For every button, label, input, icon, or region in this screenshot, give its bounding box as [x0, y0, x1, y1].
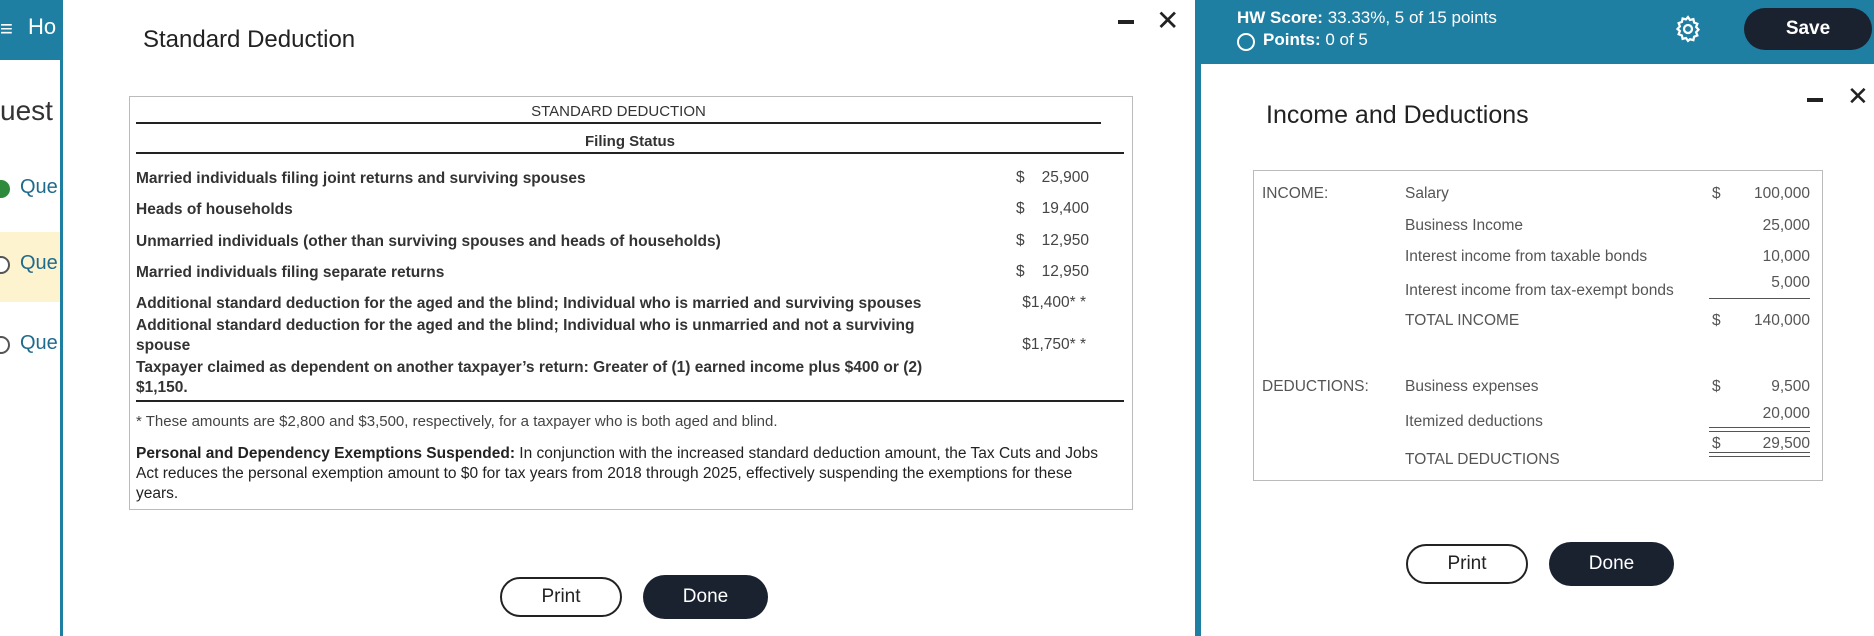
income-deductions-table [1253, 170, 1823, 481]
row-currency: $ [1016, 263, 1025, 280]
income-item-label: Interest income from tax-exempt bonds [1405, 282, 1674, 299]
total-double-underline [1709, 452, 1810, 457]
question-item-label: Que [20, 252, 58, 274]
income-item-currency: $ [1712, 312, 1721, 329]
standard-deduction-modal [60, 0, 1198, 636]
income-item-value: 140,000 [1753, 312, 1810, 329]
exemption-text: In conjunction with the increased standard deduction amount, the Tax Cuts and Jobs Act reduces the personal exemption amount to $0 for tax years from 2018 through 2025, effectively suspending the exemptions for these years. [136, 445, 1099, 502]
divider [136, 400, 1124, 402]
hw-points [1263, 30, 1368, 50]
hw-score-value: 33.33%, 5 of 15 points [1322, 8, 1497, 27]
income-item-label: Interest income from taxable bonds [1405, 248, 1648, 265]
income-item-value: 5,000 [1771, 274, 1810, 291]
home-link[interactable]: Ho [28, 14, 57, 39]
print-button[interactable]: Print [1406, 544, 1528, 584]
filing-status-header: Filing Status [136, 133, 1124, 154]
question-item-label: Que [20, 332, 58, 354]
footnote: * These amounts are $2,800 and $3,500, respectively, for a taxpayer who is both aged and blind. [136, 413, 778, 430]
deduction-item-label: Itemized deductions [1405, 413, 1543, 430]
row-label: Married individuals filing joint returns and surviving spouses [136, 170, 586, 187]
question-item-label: Que [20, 176, 58, 198]
row-value: 19,400 [1041, 200, 1089, 217]
background-header [0, 0, 60, 60]
question-item[interactable] [0, 232, 60, 302]
question-item[interactable] [0, 156, 60, 226]
row-label: Taxpayer claimed as dependent on another taxpayer’s return: Greater of (1) earned income plus $400 or (2) $1,150. [136, 359, 923, 396]
exemption-note [136, 444, 1116, 504]
done-button[interactable]: Done [1549, 542, 1674, 586]
income-item-label: Salary [1405, 185, 1449, 202]
income-item-currency: $ [1712, 185, 1721, 202]
hw-score-label: HW Score: [1237, 8, 1323, 27]
row-value: 12,950 [1041, 263, 1089, 280]
income-label: INCOME: [1262, 185, 1329, 202]
standard-deduction-table [129, 96, 1133, 510]
subtotal-line [1709, 427, 1810, 428]
income-item-value: 25,000 [1762, 217, 1810, 234]
total-top-line [1709, 431, 1810, 432]
radio-icon [0, 256, 10, 274]
deduction-item-value: 9,500 [1771, 378, 1810, 395]
row-value: 25,900 [1041, 169, 1089, 186]
deduction-item-currency: $ [1712, 435, 1721, 452]
income-deductions-modal [1201, 62, 1874, 636]
row-label: Heads of households [136, 201, 293, 218]
gear-icon[interactable] [1673, 14, 1703, 44]
hw-score [1237, 8, 1497, 28]
row-currency: $ [1016, 232, 1025, 249]
close-icon[interactable]: ✕ [1847, 81, 1869, 111]
minimize-button[interactable] [1118, 20, 1134, 24]
modal-title: Income and Deductions [1266, 101, 1529, 129]
income-item-label: Business Income [1405, 217, 1524, 234]
row-currency: $ [1016, 200, 1025, 217]
homework-panel [1198, 0, 1874, 636]
table-header: STANDARD DEDUCTION [136, 103, 1101, 124]
radio-icon [0, 336, 10, 354]
income-item-value: 10,000 [1762, 248, 1810, 265]
row-label: Unmarried individuals (other than surviving spouses and heads of households) [136, 233, 721, 250]
deductions-label: DEDUCTIONS: [1262, 378, 1369, 395]
menu-icon[interactable]: ≡ [0, 16, 13, 41]
row-currency: $ [1016, 169, 1025, 186]
income-item-label: TOTAL INCOME [1405, 312, 1520, 329]
modal-title: Standard Deduction [143, 26, 356, 53]
question-heading: uest [0, 95, 53, 126]
row-value: $1,750* * [1022, 336, 1086, 353]
question-item[interactable] [0, 312, 60, 382]
check-icon [0, 180, 10, 198]
deduction-item-label: TOTAL DEDUCTIONS [1405, 451, 1560, 468]
row-label: Additional standard deduction for the aged and the blind; Individual who is unmarried and not a surviving spouse [136, 317, 915, 354]
close-icon[interactable]: ✕ [1156, 5, 1180, 36]
hw-points-value: 0 of 5 [1320, 30, 1368, 49]
deduction-item-label: Business expenses [1405, 378, 1539, 395]
hw-score-bar [1201, 0, 1874, 62]
row-label: Additional standard deduction for the aged and the blind; Individual who is married and surviving spouses [136, 295, 922, 312]
hw-points-label: Points: [1263, 30, 1321, 49]
points-radio-icon [1237, 33, 1255, 51]
deduction-item-currency: $ [1712, 378, 1721, 395]
minimize-button[interactable] [1807, 98, 1823, 102]
income-item-value: 100,000 [1753, 185, 1810, 202]
subtotal-line [1709, 298, 1810, 299]
deduction-item-value: 29,500 [1762, 435, 1810, 452]
row-value: 12,950 [1041, 232, 1089, 249]
background-app [0, 0, 60, 636]
row-label: Married individuals filing separate returns [136, 264, 445, 281]
row-value: $1,400* * [1022, 294, 1086, 311]
save-button[interactable]: Save [1744, 8, 1872, 50]
done-button[interactable]: Done [643, 575, 768, 619]
exemption-heading: Personal and Dependency Exemptions Suspended: [136, 445, 515, 462]
deduction-item-value: 20,000 [1762, 405, 1810, 422]
print-button[interactable]: Print [500, 577, 622, 617]
